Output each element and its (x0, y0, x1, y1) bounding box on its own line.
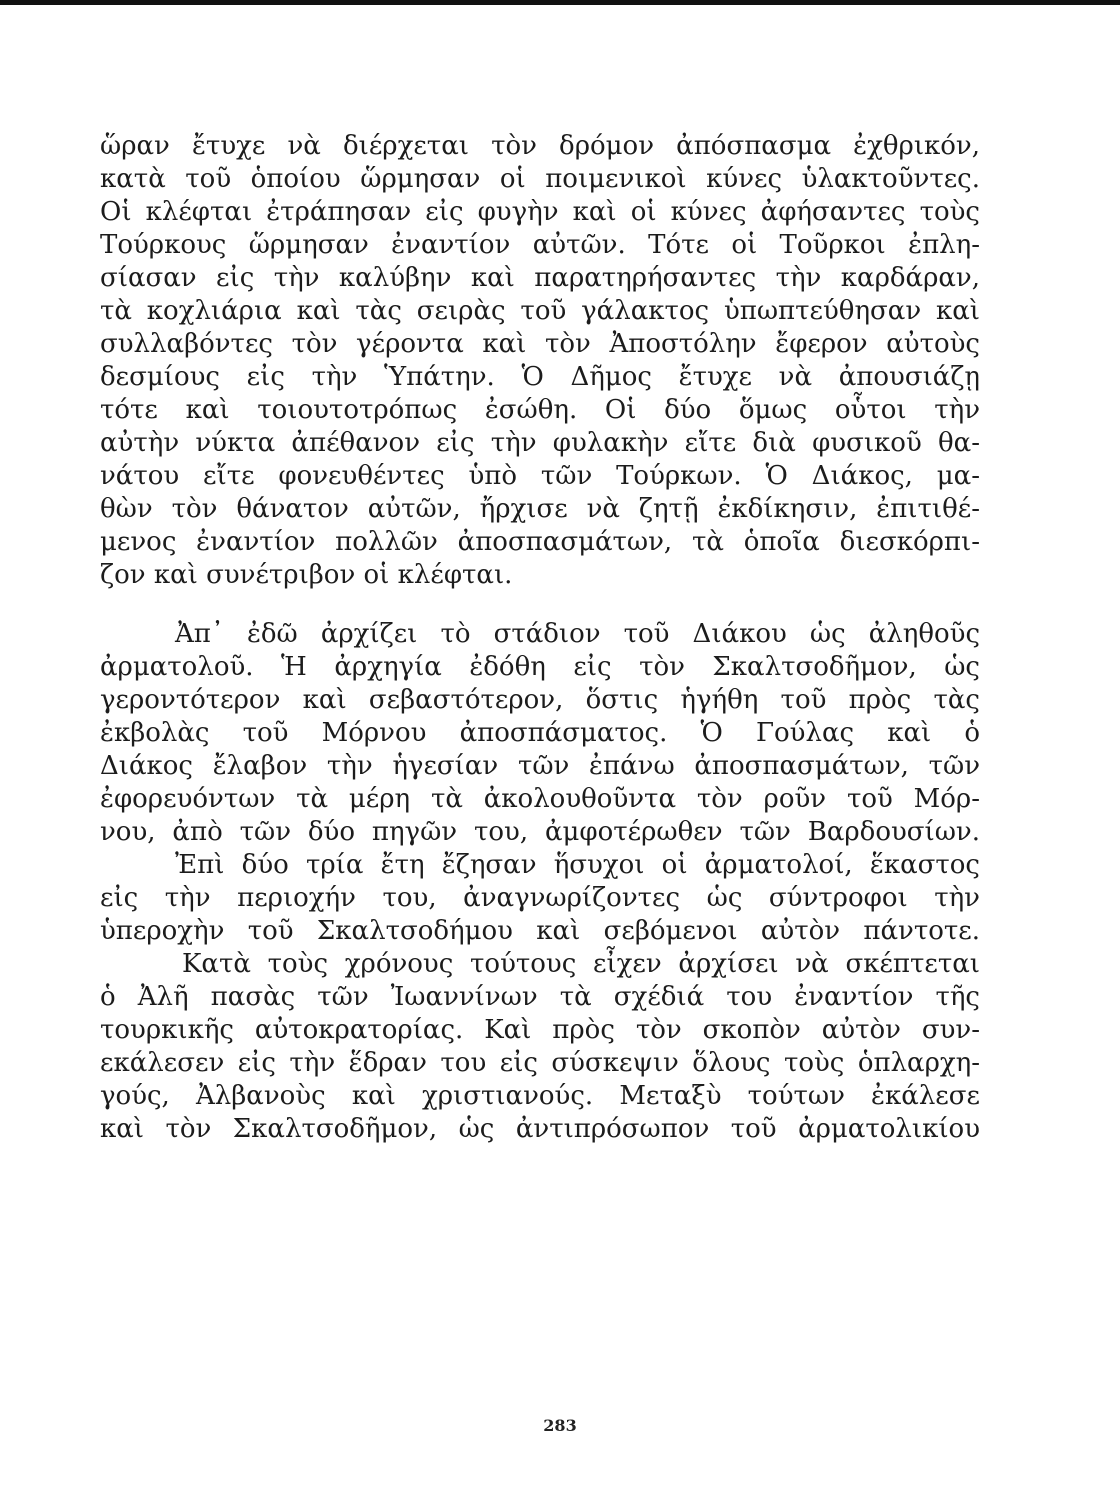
text-line: τουρκικῆς αὐτοκρατορίας. Καὶ πρὸς τὸν σκοπὸν αὐτὸν συν- (100, 1015, 980, 1045)
text-line: συλλαβόντες τὸν γέροντα καὶ τὸν Ἀποστόλην ἔφερον αὐτοὺς (100, 329, 980, 359)
paragraph (100, 849, 980, 948)
text-line: αὐτὴν νύκτα ἀπέθανον εἰς τὴν φυλακὴν εἴτε διὰ φυσικοῦ θα- (100, 428, 980, 458)
text-line: γούς, Ἀλβανοὺς καὶ χριστιανούς. Μεταξὺ τούτων ἐκάλεσε (100, 1081, 980, 1111)
text-line: ὥραν ἔτυχε νὰ διέρχεται τὸν δρόμον ἀπόσπασμα ἐχθρικόν, (100, 131, 980, 161)
text-line: ἐφορευόντων τὰ μέρη τὰ ἀκολουθοῦντα τὸν ροῦν τοῦ Μόρ- (100, 784, 980, 814)
text-line: εἰς τὴν περιοχήν του, ἀναγνωρίζοντες ὡς σύντροφοι τὴν (100, 883, 980, 913)
text-line: ζον καὶ συνέτριβον οἱ κλέφται. (100, 560, 513, 590)
paragraph (100, 948, 980, 1146)
text-line: νου, ἀπὸ τῶν δύο πηγῶν του, ἀμφοτέρωθεν τῶν Βαρδουσίων. (100, 817, 980, 847)
page-body (100, 130, 980, 1146)
top-border (0, 0, 1120, 5)
text-line: μενος ἐναντίον πολλῶν ἀποσπασμάτων, τὰ ὁποῖα διεσκόρπι- (100, 527, 980, 557)
text-line: τότε καὶ τοιουτοτρόπως ἐσώθη. Οἱ δύο ὅμως οὗτοι τὴν (100, 395, 980, 425)
text-line: δεσμίους εἰς τὴν Ὑπάτην. Ὁ Δῆμος ἔτυχε νὰ ἀπουσιάζῃ (100, 362, 980, 392)
text-line: Οἱ κλέφται ἐτράπησαν εἰς φυγὴν καὶ οἱ κύνες ἀφήσαντες τοὺς (100, 197, 980, 227)
page-number: 283 (543, 1416, 577, 1435)
text-line: σίασαν εἰς τὴν καλύβην καὶ παρατηρήσαντες τὴν καρδάραν, (100, 263, 980, 293)
text-line: θὼν τὸν θάνατον αὐτῶν, ἤρχισε νὰ ζητῇ ἐκδίκησιν, ἐπιτιθέ- (100, 494, 980, 524)
text-line: Ἀπ᾽ ἐδῶ ἀρχίζει τὸ στάδιον τοῦ Διάκου ὡς ἀληθοῦς (175, 619, 980, 649)
text-line: ἀρματολοῦ. Ἡ ἀρχηγία ἐδόθη εἰς τὸν Σκαλτσοδῆμον, ὡς (100, 652, 980, 682)
text-line: Τούρκους ὥρμησαν ἐναντίον αὐτῶν. Τότε οἱ Τοῦρκοι ἐπλη- (100, 230, 980, 260)
text-line: κατὰ τοῦ ὁποίου ὥρμησαν οἱ ποιμενικοὶ κύνες ὑλακτοῦντες. (100, 164, 980, 194)
text-line: Ἐπὶ δύο τρία ἔτη ἔζησαν ἥσυχοι οἱ ἀρματολοί, ἕκαστος (175, 850, 980, 880)
text-line: ὑπεροχὴν τοῦ Σκαλτσοδήμου καὶ σεβόμενοι αὐτὸν πάντοτε. (100, 916, 980, 946)
text-line: Κατὰ τοὺς χρόνους τούτους εἶχεν ἀρχίσει νὰ σκέπτεται (182, 949, 980, 979)
text-line: γεροντότερον καὶ σεβαστότερον, ὅστις ἡγήθη τοῦ πρὸς τὰς (100, 685, 980, 715)
text-line: νάτου εἴτε φονευθέντες ὑπὸ τῶν Τούρκων. Ὁ Διάκος, μα- (100, 461, 980, 491)
paragraph (100, 618, 980, 849)
text-line: ἐκβολὰς τοῦ Μόρνου ἀποσπάσματος. Ὁ Γούλας καὶ ὁ (100, 718, 980, 748)
text-line: εκάλεσεν εἰς τὴν ἕδραν του εἰς σύσκεψιν ὅλους τοὺς ὁπλαρχη- (100, 1048, 980, 1078)
paragraph (100, 130, 980, 592)
text-line: ὁ Ἀλῆ πασὰς τῶν Ἰωαννίνων τὰ σχέδιά του ἐναντίον τῆς (100, 982, 980, 1012)
text-line: τὰ κοχλιάρια καὶ τὰς σειρὰς τοῦ γάλακτος ὑπωπτεύθησαν καὶ (100, 296, 980, 326)
text-line: καὶ τὸν Σκαλτσοδῆμον, ὡς ἀντιπρόσωπον τοῦ ἀρματολικίου (100, 1114, 980, 1144)
text-line: Διάκος ἔλαβον τὴν ἡγεσίαν τῶν ἐπάνω ἀποσπασμάτων, τῶν (100, 751, 980, 781)
